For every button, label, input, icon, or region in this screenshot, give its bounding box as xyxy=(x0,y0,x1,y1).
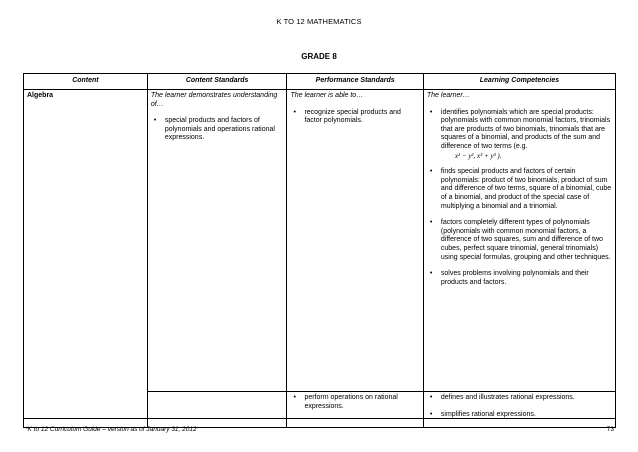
performance-bullet: • recognize special products and factor polynomials. xyxy=(290,109,419,126)
standards-bullet: • special products and factors of polynomials and operations rational expressions. xyxy=(151,117,284,143)
competency-text: identifies polynomials which are special products: polynomials with common monomial factors, trinomials that are products of two binomials, trinomials that are squares of a binomial, and products of the sum and difference of two terms (e.g. xyxy=(440,108,611,150)
column-header-learning-competencies: Learning Competencies xyxy=(423,74,615,90)
curriculum-table xyxy=(23,73,616,428)
performance-standards-cell xyxy=(287,90,423,392)
competency-item: • defines and illustrates rational expressions. xyxy=(427,394,612,403)
table-row xyxy=(24,90,616,392)
page-number: 73 xyxy=(606,426,614,433)
table-header-row xyxy=(24,74,616,90)
footer-version: *K to 12 Curriculum Guide – version as of January 31, 2012 xyxy=(25,426,197,433)
content-standards-cell xyxy=(147,90,287,392)
math-example: x² − y², x³ + y³ ). xyxy=(454,151,502,160)
column-header-performance-standards: Performance Standards xyxy=(287,74,423,90)
grade-title: GRADE 8 xyxy=(301,52,337,61)
performance-standards-cell xyxy=(287,392,423,428)
column-header-content-standards: Content Standards xyxy=(147,74,287,90)
column-header-content: Content xyxy=(24,74,148,90)
performance-bullet: • perform operations on rational expressions. xyxy=(290,394,419,411)
learning-competencies-cell xyxy=(423,90,615,392)
performance-intro: The learner is able to… xyxy=(290,92,364,99)
standards-intro: The learner demonstrates understanding of… xyxy=(150,92,278,108)
content-cell xyxy=(24,90,148,428)
competency-item xyxy=(427,109,612,161)
competency-item: • solves problems involving polynomials and their products and factors. xyxy=(427,270,612,287)
content-label: Algebra xyxy=(27,92,54,99)
competency-item: • simplifies rational expressions. xyxy=(427,411,612,420)
document-header: K TO 12 MATHEMATICS xyxy=(276,17,362,26)
content-standards-cell-empty xyxy=(147,392,287,428)
learning-competencies-cell xyxy=(423,392,615,428)
competency-item: • finds special products and factors of certain polynomials: product of two binomials, product of sum and difference of two terms, square of a binomial, cube of a binomial, and product of the special case of multiplying a binomial and a trinomial. xyxy=(427,168,612,211)
footer-divider xyxy=(23,418,616,419)
competency-item: • factors completely different types of polynomials (polynomials with common monomial factors, a difference of two squares, sum and difference of two cubes, perfect square trinomial, general trinomials) using special formulas, grouping and other techniques. xyxy=(427,219,612,262)
competencies-intro: The learner… xyxy=(426,92,470,99)
